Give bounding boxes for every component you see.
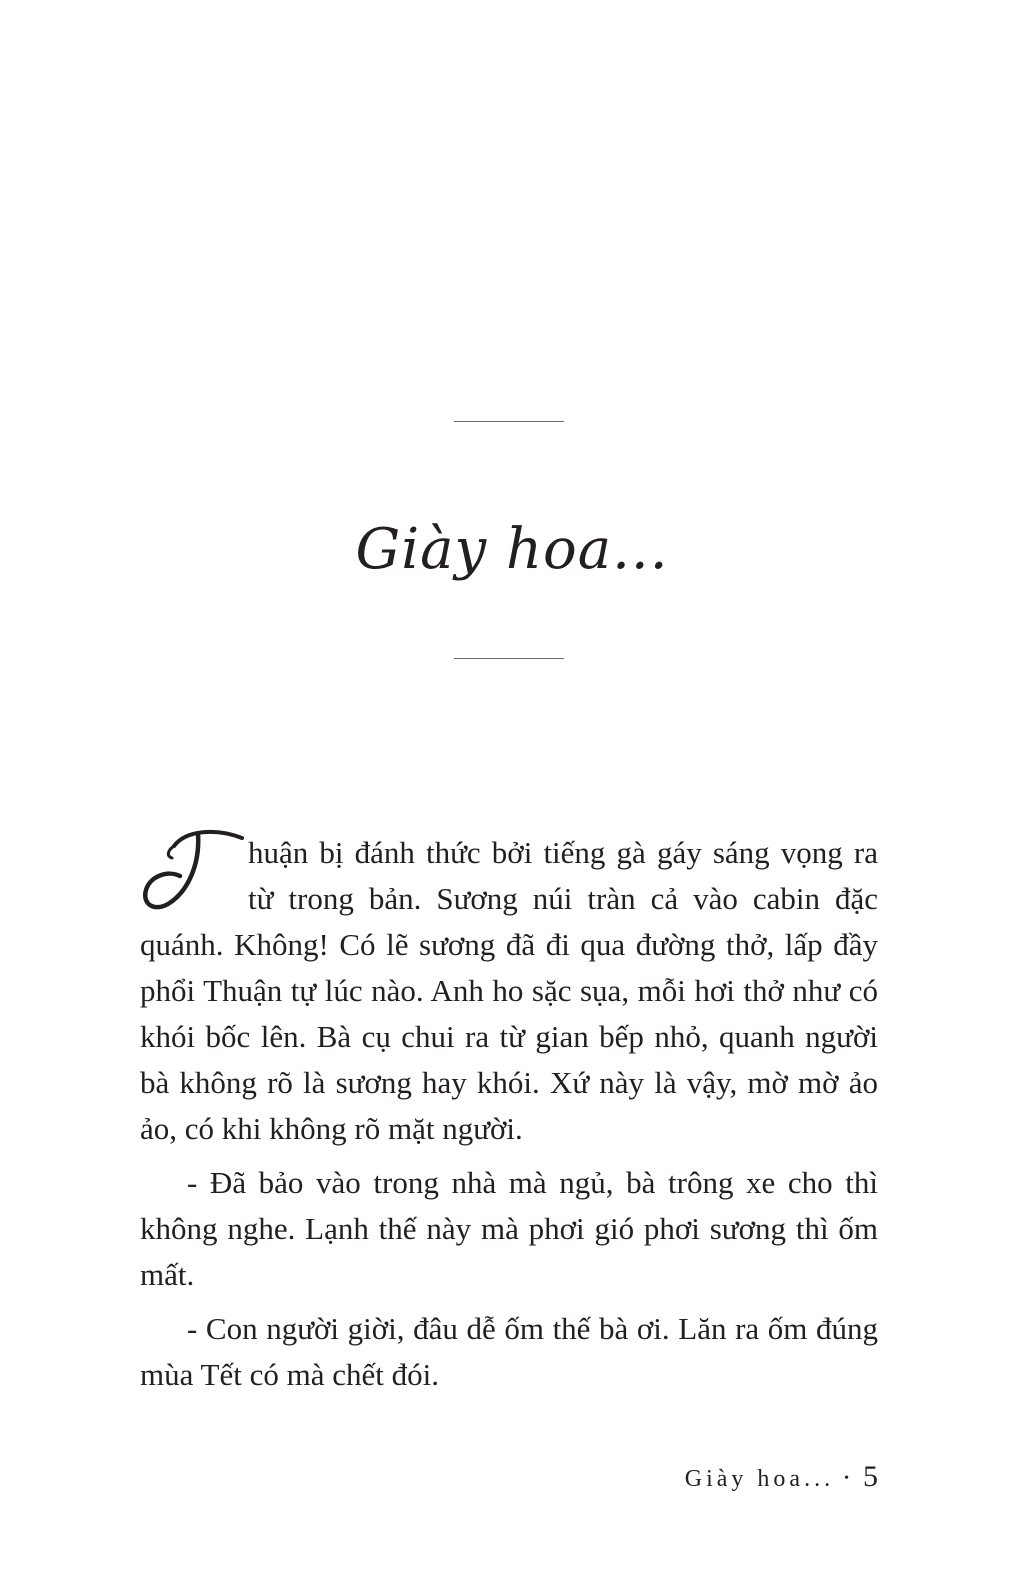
title-rule-top [454,421,564,422]
paragraph-2: - Đã bảo vào trong nhà mà ngủ, bà trông xe cho thì không nghe. Lạnh thế này mà phơi gió phơi sương thì ốm mất. [140,1165,878,1292]
page-footer [685,1460,878,1494]
body-text [140,830,878,1406]
title-rule-bottom [454,658,564,659]
footer-separator: • [844,1471,849,1486]
chapter-title: Giày hoa... [355,517,669,582]
paragraph-1-line-2: từ trong bản. Sương núi tràn cả vào cabin đặc [248,881,878,916]
running-title: Giày hoa... [684,1466,835,1492]
page-number: 5 [863,1460,878,1493]
paragraph-3: - Con người giời, đâu dễ ốm thế bà ơi. Lăn ra ốm đúng mùa Tết có mà chết đói. [140,1311,878,1392]
paragraph-1 [140,830,878,1152]
paragraph-1-line-1: huận bị đánh thức bởi tiếng gà gáy sáng vọng ra [248,835,878,870]
paragraph-1-rest: quánh. Không! Có lẽ sương đã đi qua đường thở, lấp đầy phổi Thuận tự lúc nào. Anh ho sặc sụa, mỗi hơi thở như có khói bốc lên. Bà cụ chui ra từ gian bếp nhỏ, quanh người bà không rõ là sương hay khói. Xứ này là vậy, mờ mờ ảo ảo, có khi không rõ mặt người. [140,927,878,1146]
